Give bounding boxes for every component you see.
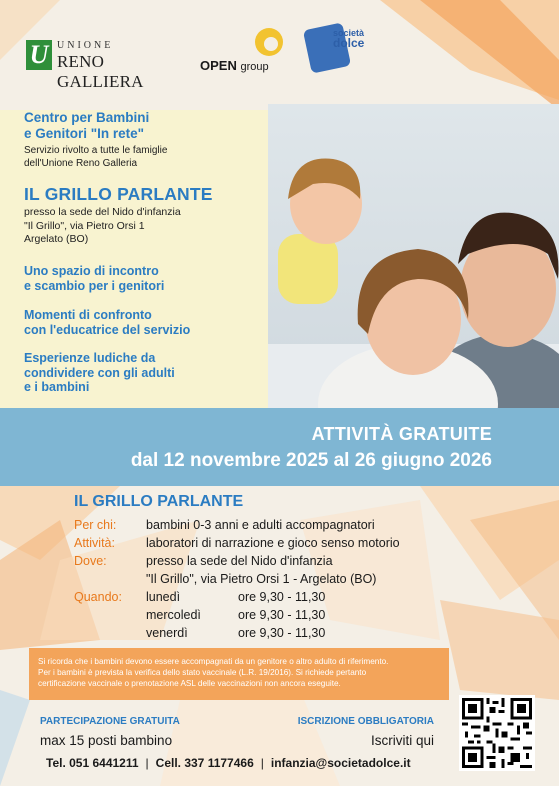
service-address: presso la sede del Nido d'infanzia "Il Grillo", via Pietro Orsi 1 Argelato (BO) xyxy=(24,206,181,245)
dove-value-line1: presso la sede del Nido d'infanzia xyxy=(146,554,333,568)
attivita-value: laboratori di narrazione e gioco senso motorio xyxy=(146,536,400,550)
intro-subtitle: Servizio rivolto a tutte le famiglie dell'Unione Reno Galleria xyxy=(24,145,168,169)
schedule-time: ore 9,30 - 11,30 xyxy=(238,626,326,640)
intro-title: Centro per Bambini e Genitori "In rete" xyxy=(24,110,150,141)
quando-label: Quando: xyxy=(74,590,122,604)
open-group-circle-icon xyxy=(255,28,283,56)
schedule-day: venerdì xyxy=(146,626,188,640)
per-chi-value: bambini 0-3 anni e adulti accompagnatori xyxy=(146,518,375,532)
logo-open-group xyxy=(200,28,296,74)
family-illustration xyxy=(268,104,559,410)
logo-societa-dolce xyxy=(307,22,379,74)
attivita-label: Attività: xyxy=(74,536,115,550)
logo-unione-line1: UNIONE xyxy=(57,40,114,51)
dates-band xyxy=(0,408,559,486)
separator: | xyxy=(145,756,149,770)
logo-unione-line2: RENO GALLIERA xyxy=(57,52,144,91)
iscrizione-link[interactable]: Iscriviti qui xyxy=(370,733,434,748)
per-chi-label: Per chi: xyxy=(74,518,117,532)
unione-logo-icon: U xyxy=(26,40,52,70)
partecipazione-title: PARTECIPAZIONE GRATUITA xyxy=(40,716,180,727)
email-link[interactable]: infanzia@societadolce.it xyxy=(270,756,411,770)
logo-dolce-line1: società xyxy=(333,28,365,38)
qr-code-icon[interactable] xyxy=(459,695,535,771)
dove-label: Dove: xyxy=(74,554,107,568)
logo-open-text: OPEN xyxy=(200,58,237,73)
qr-code-graphic xyxy=(459,695,535,771)
phone-number[interactable]: Tel. 051 6441211 xyxy=(46,756,139,770)
schedule-day: lunedì xyxy=(146,590,181,604)
band-dates: dal 12 novembre 2025 al 26 giugno 2026 xyxy=(130,450,492,471)
bullet-item: Momenti di confronto con l'educatrice del servizio xyxy=(24,308,191,337)
schedule-time: ore 9,30 - 11,30 xyxy=(238,608,326,622)
details-title: IL GRILLO PARLANTE xyxy=(74,493,244,510)
schedule-day: mercoledì xyxy=(146,608,201,622)
iscrizione-title: ISCRIZIONE OBBLIGATORIA xyxy=(297,716,434,727)
service-name: IL GRILLO PARLANTE xyxy=(24,184,213,204)
separator: | xyxy=(260,756,264,770)
logo-dolce-line2: dolce xyxy=(333,36,365,50)
family-photo xyxy=(268,104,559,410)
bullet-item: Uno spazio di incontro e scambio per i genitori xyxy=(24,264,165,293)
schedule-time: ore 9,30 - 11,30 xyxy=(238,590,326,604)
dove-value-line2: "Il Grillo", via Pietro Orsi 1 - Argelato (BO) xyxy=(146,572,377,586)
band-headline: ATTIVITÀ GRATUITE xyxy=(311,424,492,444)
bullet-item: Esperienze ludiche da condividere con gli adulti e i bambini xyxy=(24,351,175,394)
logo-unione-reno-galleria xyxy=(26,40,186,91)
cell-number[interactable]: Cell. 337 1177466 xyxy=(155,756,254,770)
partecipazione-value: max 15 posti bambino xyxy=(40,733,173,748)
notice-text: Si ricorda che i bambini devono essere accompagnati da un genitore o altro adulto di riferimento. Per i bambini è prevista la verifica dello stato vaccinale (L.R. 19/2016). Si richiede pertanto certificazione vaccinale o prenotazione ASL delle vaccinazioni non ancora eseguite. xyxy=(38,657,389,688)
logo-open-suffix: group xyxy=(240,61,269,73)
